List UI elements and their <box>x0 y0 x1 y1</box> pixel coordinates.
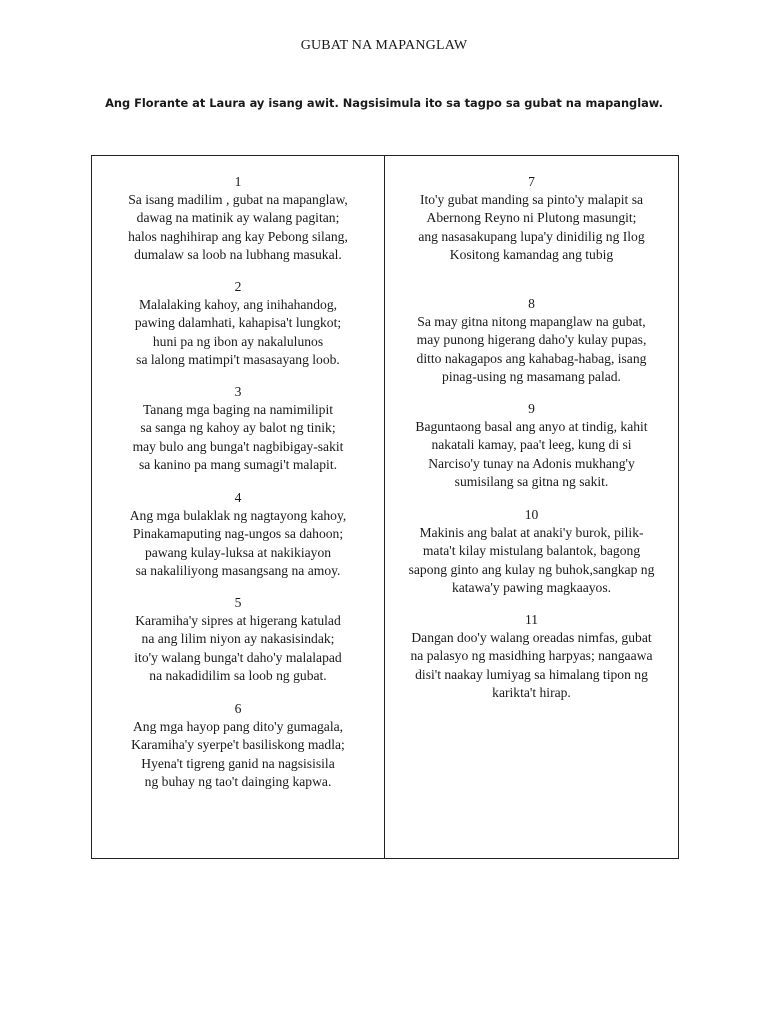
document-title: GUBAT NA MAPANGLAW <box>300 38 468 53</box>
stanza-3 <box>92 383 384 474</box>
stanza-8 <box>385 295 678 386</box>
stanza-number: 6 <box>234 701 242 716</box>
stanza-line: sa kanino pa mang sumagi't malapit. <box>138 456 337 472</box>
stanza-line: na palasyo ng masidhing harpyas; nangaawa <box>410 648 653 664</box>
stanza-line: Karamiha'y sipres at higerang katulad <box>135 613 341 629</box>
stanza-line: Dangan doo'y walang oreadas nimfas, gubat <box>411 630 652 646</box>
stanza-line: sa lalong matimpi't masasayang loob. <box>136 351 340 367</box>
stanza-line: Tanang mga baging na namimilipit <box>142 402 334 418</box>
stanza-10 <box>385 506 678 597</box>
stanza-line: dumalaw sa loob na lubhang masukal. <box>134 246 342 262</box>
stanza-number: 11 <box>524 612 539 627</box>
stanza-line: katawa'y pawing magkaayos. <box>451 579 612 595</box>
stanza-number: 4 <box>234 490 242 505</box>
stanza-number: 2 <box>234 279 242 294</box>
intro-paragraph: Ang Florante at Laura ay isang awit. Nagsisimula ito sa tagpo sa gubat na mapanglaw. <box>105 96 663 110</box>
stanza-2 <box>92 278 384 369</box>
stanza-line: karikta't hirap. <box>492 684 571 700</box>
stanza-9 <box>385 400 678 491</box>
stanza-line: may punong higerang daho'y kulay pupas, <box>416 332 647 348</box>
stanza-line: Sa may gitna nitong mapanglaw na gubat, <box>417 314 646 330</box>
stanza-line: Ito'y gubat manding sa pinto'y malapit sa <box>419 192 644 208</box>
stanza-number: 10 <box>524 507 539 522</box>
stanza-number: 8 <box>528 296 535 311</box>
stanza-line: Ang mga bulaklak ng nagtayong kahoy, <box>129 508 347 524</box>
stanza-line: Abernong Reyno ni Plutong masungit; <box>426 210 637 226</box>
stanza-4 <box>92 489 384 580</box>
stanza-line: nakatali kamay, paa't leeg, kung di si <box>431 437 632 453</box>
stanza-7 <box>385 173 678 264</box>
stanza-line: Hyena't tigreng ganid na nagsisisila <box>141 755 335 771</box>
stanza-line: Sa isang madilim , gubat na mapanglaw, <box>128 192 348 208</box>
stanza-line: mata't kilay mistulang balantok, bagong <box>422 543 641 559</box>
stanza-line: Narciso'y tunay na Adonis mukhang'y <box>428 455 635 471</box>
stanza-line: huni pa ng ibon ay nakalulunos <box>152 333 324 349</box>
stanza-line: sapong ginto ang kulay ng buhok,sangkap ng <box>408 561 655 577</box>
stanza-number: 5 <box>234 595 242 610</box>
stanza-6 <box>92 700 384 791</box>
stanza-line: ang nasasakupang lupa'y dinidilig ng Ilog <box>418 228 645 244</box>
left-column <box>92 156 385 858</box>
stanza-line: Baguntaong basal ang anyo at tindig, kahit <box>415 419 648 435</box>
right-column <box>385 156 678 858</box>
stanza-11 <box>385 611 678 702</box>
stanza-number: 3 <box>234 384 242 399</box>
stanza-line: Pinakamaputing nag-ungos sa dahoon; <box>132 526 344 542</box>
stanza-line: pawing dalamhati, kahapisa't lungkot; <box>134 315 342 331</box>
stanza-line: sa sanga ng kahoy ay balot ng tinik; <box>140 420 336 436</box>
stanza-line: pinag-using ng masamang palad. <box>442 368 621 384</box>
stanza-line: Karamiha'y syerpe't basiliskong madla; <box>131 737 345 753</box>
stanza-line: ng buhay ng tao't dainging kapwa. <box>144 773 332 789</box>
stanza-number: 9 <box>528 401 535 416</box>
stanza-line: disi't naakay lumiyag sa himalang tipon ng <box>415 666 648 682</box>
stanza-line: Ang mga hayop pang dito'y gumagala, <box>132 719 344 735</box>
stanza-line: Malalaking kahoy, ang inihahandog, <box>138 297 338 313</box>
stanza-line: na ang lilim niyon ay nakasisindak; <box>141 631 335 647</box>
stanza-number: 1 <box>234 174 242 189</box>
stanza-line: halos naghihirap ang kay Pebong silang, <box>128 228 348 244</box>
stanza-line: Makinis ang balat at anaki'y burok, pilik- <box>419 525 644 541</box>
stanza-line: na nakadidilim sa loob ng gubat. <box>149 667 327 683</box>
stanza-line: sa nakaliliyong masangsang na amoy. <box>135 562 341 578</box>
stanza-line: Kositong kamandag ang tubig <box>449 246 614 262</box>
stanza-line: dawag na matinik ay walang pagitan; <box>136 210 340 226</box>
stanza-line: ito'y walang bunga't daho'y malalapad <box>134 649 342 665</box>
stanza-line: pawang kulay-luksa at nakikiayon <box>144 544 332 560</box>
stanza-1 <box>92 173 384 264</box>
stanza-line: sumisilang sa gitna ng sakit. <box>454 473 609 489</box>
poem-table <box>91 155 679 859</box>
stanza-number: 7 <box>528 174 535 189</box>
stanza-line: ditto nakagapos ang kahabag-habag, isang <box>416 350 647 366</box>
stanza-5 <box>92 594 384 685</box>
stanza-line: may bulo ang bunga't nagbibigay-sakit <box>132 438 344 454</box>
